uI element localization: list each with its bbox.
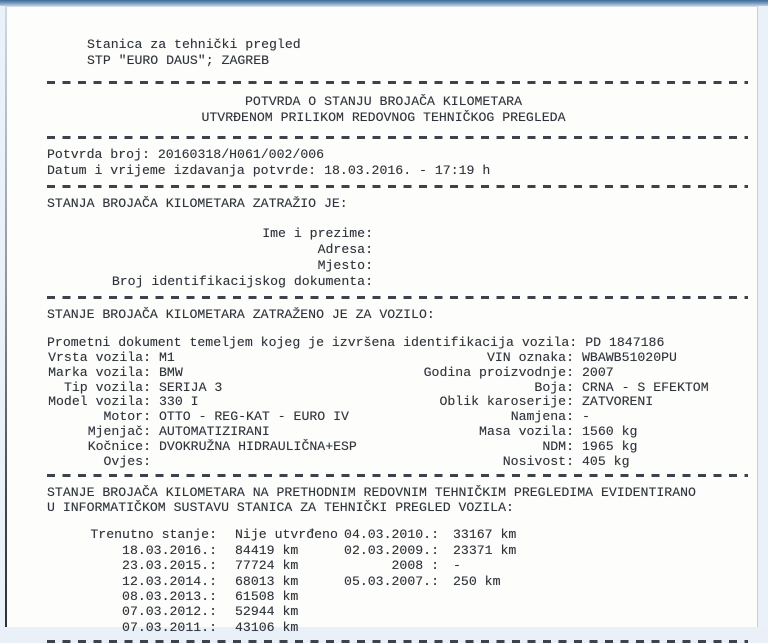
odometer-date-label: 05.03.2007.: (344, 573, 439, 589)
vehicle-gearbox-label: Mjenjač: (87, 423, 151, 439)
odometer-row (47, 620, 750, 635)
requester-field-row (47, 242, 750, 258)
vehicle-ndm-label: NDM: (542, 438, 574, 454)
document-title-line2: UTVRĐENOM PRILIKOM REDOVNOG TEHNIČKOG PREGLEDA (201, 110, 566, 125)
odometer-km-value: 33167 km (453, 527, 517, 543)
vehicle-color-value: CRNA - S EFEKTOM (582, 379, 709, 395)
vehicle-purpose-label: Namjena: (510, 409, 574, 425)
vehicle-document-label: Prometni dokument temeljem kojeg je izvršena identifikacija vozila: (47, 335, 578, 350)
vehicle-type-label: Tip vozila: (63, 379, 151, 395)
vehicle-ndm-value: 1965 kg (582, 438, 638, 454)
odometer-date-label: 07.03.2012.: (122, 604, 217, 620)
vehicle-model-value: 330 I (159, 394, 199, 410)
vehicle-payload-label: Nosivost: (502, 453, 574, 469)
vehicle-row (47, 410, 750, 425)
vehicle-color-label: Boja: (534, 379, 574, 395)
vehicle-section-heading: STANJE BROJAČA KILOMETARA ZATRAŽENO JE ZA VOZILO: (47, 307, 435, 322)
vehicle-brakes-value: DVOKRUŽNA HIDRAULIČNA+ESP (159, 438, 357, 454)
odometer-row (47, 574, 750, 589)
vehicle-year-label: Godina proizvodnje: (423, 364, 574, 380)
requester-id-document-label: Broj identifikacijskog dokumenta: (111, 274, 373, 289)
vehicle-make-label: Marka vozila: (48, 364, 151, 380)
vehicle-engine-label: Motor: (103, 409, 151, 425)
certificate-number-line (47, 147, 750, 163)
odometer-km-value: 61508 km (235, 589, 299, 604)
dashed-separator (47, 136, 748, 139)
document-content (7, 7, 756, 635)
station-branch: STP "EURO DAUS"; ZAGREB (87, 53, 270, 68)
document-title-line1: POTVRDA O STANJU BROJAČA KILOMETARA (245, 94, 522, 109)
odometer-date-label: 08.03.2013.: (122, 589, 217, 604)
odometer-km-value: 250 km (453, 573, 501, 589)
vehicle-payload-value: 405 kg (582, 453, 630, 469)
certificate-number-label: Potvrda broj: (47, 147, 150, 162)
dashed-separator (47, 81, 748, 84)
requester-field-row (47, 258, 750, 274)
odometer-km-value: 52944 km (235, 604, 299, 620)
requester-name-label: Ime i prezime: (262, 226, 373, 241)
vehicle-type-value: SERIJA 3 (159, 379, 223, 395)
vehicle-vin-value: WBAWB51020PU (582, 350, 677, 365)
history-section-heading-line1: STANJE BROJAČA KILOMETARA NA PRETHODNIM REDOVNIM TEHNIČKIM PREGLEDIMA EVIDENTIRANO (47, 485, 696, 501)
odometer-date-label: 02.03.2009.: (344, 542, 439, 558)
vehicle-make-value: BMW (159, 364, 183, 380)
odometer-date-label: 12.03.2014.: (122, 573, 217, 589)
vehicle-category-label: Vrsta vozila: (48, 350, 151, 365)
vehicle-gearbox-value: AUTOMATIZIRANI (159, 423, 270, 439)
requester-address-label: Adresa: (317, 242, 373, 257)
vehicle-year-value: 2007 (582, 364, 614, 380)
history-section-heading-line2: U INFORMATIČKOM SUSTAVU STANICA ZA TEHNIČKI PREGLED VOZILA: (47, 500, 514, 516)
dashed-separator (47, 185, 748, 188)
vehicle-row (47, 440, 750, 455)
odometer-km-value: 43106 km (235, 619, 299, 635)
odometer-date-label: 2008 : (391, 558, 439, 574)
vehicle-mass-value: 1560 kg (582, 423, 638, 439)
certificate-issued-value: 18.03.2016. - 17:19 h (324, 163, 491, 178)
vehicle-row (47, 381, 750, 396)
vehicle-mass-label: Masa vozila: (479, 423, 574, 439)
certificate-document (5, 6, 758, 635)
certificate-issued-line (47, 163, 750, 179)
certificate-issued-label: Datum i vrijeme izdavanja potvrde: (47, 163, 317, 178)
vehicle-row (47, 455, 750, 470)
vehicle-vin-label: VIN oznaka: (486, 350, 574, 365)
vehicle-row (47, 351, 750, 366)
vehicle-body-value: ZATVORENI (582, 394, 654, 410)
vehicle-document-line (47, 335, 750, 351)
vehicle-brakes-label: Kočnice: (87, 438, 151, 454)
odometer-km-value: - (453, 558, 461, 574)
odometer-date-label: 18.03.2016.: (122, 542, 217, 558)
dashed-separator (47, 296, 748, 299)
vehicle-model-label: Model vozila: (48, 394, 151, 410)
vehicle-row (47, 395, 750, 410)
odometer-km-value: 84419 km (235, 542, 299, 558)
odometer-date-label: 04.03.2010.: (344, 527, 439, 543)
vehicle-row (47, 425, 750, 440)
odometer-date-label: 07.03.2011.: (122, 619, 217, 635)
odometer-row (47, 589, 750, 604)
vehicle-engine-value: OTTO - REG-KAT - EURO IV (159, 409, 349, 425)
odometer-row (47, 558, 750, 573)
dashed-separator (47, 474, 748, 477)
odometer-km-value: 77724 km (235, 558, 299, 574)
station-name: Stanica za tehnički pregled (87, 37, 301, 52)
certificate-number-value: 20160318/H061/002/006 (157, 147, 325, 162)
odometer-row (47, 527, 750, 542)
vehicle-document-value: PD 1847186 (585, 335, 665, 350)
vehicle-purpose-value: - (582, 409, 590, 425)
odometer-current-label: Trenutno stanje: (90, 527, 217, 543)
odometer-current-value: Nije utvrđeno (235, 527, 338, 543)
odometer-row (47, 543, 750, 558)
vehicle-body-label: Oblik karoserije: (439, 394, 574, 410)
requester-field-row (47, 274, 750, 290)
requester-field-row (47, 226, 750, 242)
requester-city-label: Mjesto: (317, 258, 373, 273)
vehicle-row (47, 366, 750, 381)
odometer-km-value: 23371 km (453, 542, 517, 558)
odometer-km-value: 68013 km (235, 573, 299, 589)
vehicle-suspension-label: Ovjes: (103, 453, 151, 469)
requester-section-heading: STANJA BROJAČA KILOMETARA ZATRAŽIO JE: (47, 196, 348, 211)
odometer-date-label: 23.03.2015.: (122, 558, 217, 574)
odometer-row (47, 604, 750, 619)
vehicle-category-value: M1 (159, 350, 175, 365)
